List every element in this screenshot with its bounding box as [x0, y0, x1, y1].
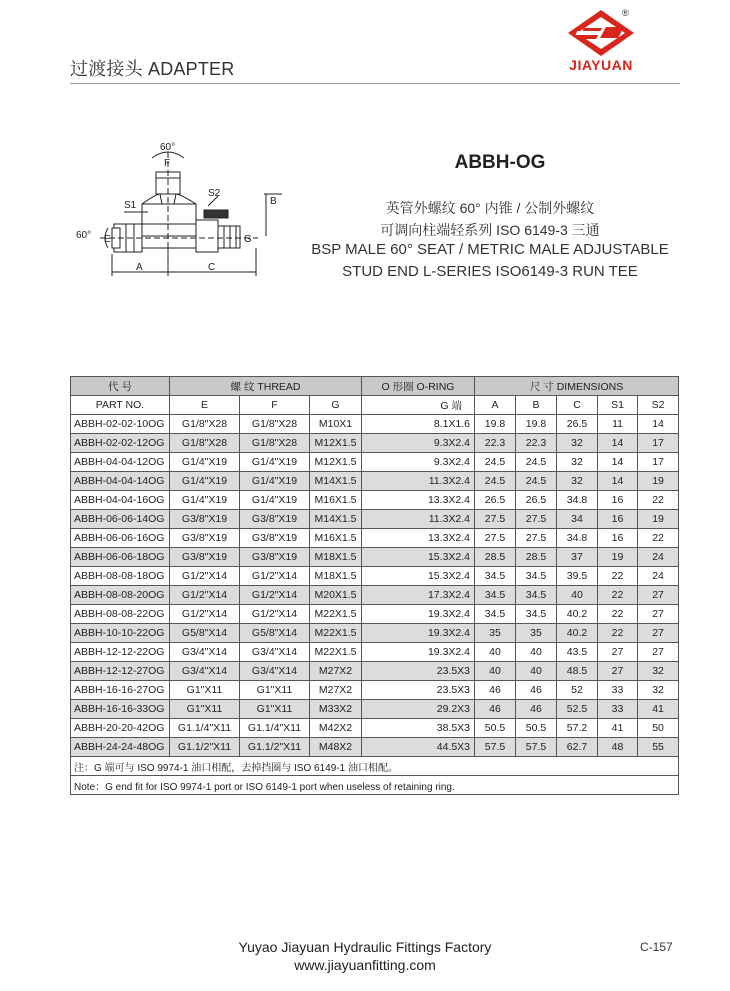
footer-website[interactable]: www.jiayuanfitting.com [294, 957, 436, 973]
cell-s2: 27 [638, 586, 679, 605]
cell-s1: 11 [598, 415, 638, 434]
cell-part-no: ABBH-04-04-16OG [71, 491, 170, 510]
cell-part-no: ABBH-08-08-20OG [71, 586, 170, 605]
label-b: B [270, 196, 277, 207]
cell-f: G1/8"X28 [240, 434, 310, 453]
cell-s1: 48 [598, 738, 638, 757]
cell-a: 46 [475, 700, 516, 719]
cell-f: G3/8"X19 [240, 548, 310, 567]
cell-b: 46 [516, 681, 557, 700]
cell-c: 39.5 [557, 567, 598, 586]
cell-g-end: 19.3X2.4 [362, 605, 475, 624]
cell-f: G1/4"X19 [240, 491, 310, 510]
cell-e: G1/2"X14 [170, 586, 240, 605]
cell-f: G1/4"X19 [240, 453, 310, 472]
cell-c: 34.8 [557, 491, 598, 510]
specification-table [70, 376, 679, 795]
cell-b: 34.5 [516, 586, 557, 605]
cell-f: G1"X11 [240, 700, 310, 719]
table-row [71, 605, 679, 624]
cell-f: G3/4"X14 [240, 643, 310, 662]
cell-g-end: 9.3X2.4 [362, 453, 475, 472]
cell-f: G1"X11 [240, 681, 310, 700]
description-en-line-1: BSP MALE 60° SEAT / METRIC MALE ADJUSTABLE [311, 241, 669, 258]
table-row [71, 453, 679, 472]
cell-g: M14X1.5 [310, 510, 362, 529]
description-cn-line-1: 英管外螺纹 60° 内锥 / 公制外螺纹 [385, 200, 595, 216]
cell-b: 40 [516, 643, 557, 662]
cell-s1: 41 [598, 719, 638, 738]
cell-g-end: 23.5X3 [362, 681, 475, 700]
cell-e: G1/4"X19 [170, 491, 240, 510]
cell-f: G1/2"X14 [240, 567, 310, 586]
cell-g: M20X1.5 [310, 586, 362, 605]
cell-e: G1/4"X19 [170, 453, 240, 472]
cell-c: 32 [557, 434, 598, 453]
table-row [71, 719, 679, 738]
cell-f: G3/4"X14 [240, 662, 310, 681]
table-row [71, 662, 679, 681]
brand-logo [556, 6, 646, 76]
cell-f: G1.1/4"X11 [240, 719, 310, 738]
cell-s2: 32 [638, 662, 679, 681]
label-s1: S1 [124, 200, 137, 211]
cell-a: 50.5 [475, 719, 516, 738]
table-group-header-row [71, 377, 679, 396]
cell-part-no: ABBH-12-12-27OG [71, 662, 170, 681]
cell-s2: 17 [638, 434, 679, 453]
cell-a: 27.5 [475, 510, 516, 529]
cell-part-no: ABBH-12-12-22OG [71, 643, 170, 662]
cell-c: 40.2 [557, 624, 598, 643]
cell-g-end: 11.3X2.4 [362, 510, 475, 529]
cell-part-no: ABBH-16-16-27OG [71, 681, 170, 700]
cell-s2: 55 [638, 738, 679, 757]
cell-s2: 27 [638, 643, 679, 662]
cell-g: M14X1.5 [310, 472, 362, 491]
label-g: G [244, 234, 252, 245]
cell-c: 40 [557, 586, 598, 605]
cell-f: G1/2"X14 [240, 586, 310, 605]
cell-c: 48.5 [557, 662, 598, 681]
angle-label-left: 60° [76, 230, 92, 241]
cell-s2: 27 [638, 624, 679, 643]
cell-b: 26.5 [516, 491, 557, 510]
page-number: C-157 [640, 940, 673, 954]
cell-c: 26.5 [557, 415, 598, 434]
cell-e: G1/8"X28 [170, 434, 240, 453]
cell-a: 57.5 [475, 738, 516, 757]
table-row [71, 472, 679, 491]
cell-c: 32 [557, 472, 598, 491]
label-e: E [104, 234, 111, 245]
cell-a: 22.3 [475, 434, 516, 453]
cell-c: 40.2 [557, 605, 598, 624]
cell-g-end: 11.3X2.4 [362, 472, 475, 491]
note-cn: 注：G 端可与 ISO 9974-1 油口相配，去掉挡圈与 ISO 6149-1 油口相配。 [71, 757, 679, 776]
cell-c: 62.7 [557, 738, 598, 757]
col-g-end: G 端 [362, 396, 475, 415]
cell-a: 46 [475, 681, 516, 700]
cell-b: 24.5 [516, 453, 557, 472]
cell-g: M42X2 [310, 719, 362, 738]
cell-g-end: 17.3X2.4 [362, 586, 475, 605]
cell-b: 28.5 [516, 548, 557, 567]
cell-b: 27.5 [516, 510, 557, 529]
cell-c: 52.5 [557, 700, 598, 719]
col-part-no: PART NO. [71, 396, 170, 415]
cell-e: G1"X11 [170, 681, 240, 700]
cell-e: G1/4"X19 [170, 472, 240, 491]
cell-part-no: ABBH-08-08-22OG [71, 605, 170, 624]
cell-s2: 22 [638, 491, 679, 510]
cell-s1: 22 [598, 624, 638, 643]
cell-part-no: ABBH-02-02-10OG [71, 415, 170, 434]
cell-g: M16X1.5 [310, 491, 362, 510]
table-column-header-row [71, 396, 679, 415]
table-row [71, 510, 679, 529]
cell-s1: 22 [598, 586, 638, 605]
cell-g: M27X2 [310, 681, 362, 700]
cell-e: G3/4"X14 [170, 662, 240, 681]
cell-b: 19.8 [516, 415, 557, 434]
header-oring: O 形圈 O-RING [362, 377, 475, 396]
cell-s1: 22 [598, 605, 638, 624]
cell-s1: 14 [598, 453, 638, 472]
table-row [71, 586, 679, 605]
cell-g-end: 13.3X2.4 [362, 529, 475, 548]
cell-s1: 16 [598, 529, 638, 548]
cell-e: G3/8"X19 [170, 548, 240, 567]
table-row [71, 624, 679, 643]
cell-g: M33X2 [310, 700, 362, 719]
cell-part-no: ABBH-06-06-18OG [71, 548, 170, 567]
cell-a: 28.5 [475, 548, 516, 567]
cell-s2: 14 [638, 415, 679, 434]
cell-c: 34 [557, 510, 598, 529]
cell-b: 57.5 [516, 738, 557, 757]
cell-part-no: ABBH-24-24-48OG [71, 738, 170, 757]
cell-s1: 33 [598, 700, 638, 719]
cell-g-end: 23.5X3 [362, 662, 475, 681]
cell-s1: 14 [598, 434, 638, 453]
cell-g-end: 19.3X2.4 [362, 624, 475, 643]
cell-c: 32 [557, 453, 598, 472]
cell-g-end: 15.3X2.4 [362, 567, 475, 586]
cell-f: G1.1/2"X11 [240, 738, 310, 757]
cell-a: 35 [475, 624, 516, 643]
cell-a: 34.5 [475, 567, 516, 586]
cell-a: 26.5 [475, 491, 516, 510]
cell-part-no: ABBH-08-08-18OG [71, 567, 170, 586]
cell-b: 40 [516, 662, 557, 681]
cell-s2: 19 [638, 510, 679, 529]
cell-g: M10X1 [310, 415, 362, 434]
cell-a: 24.5 [475, 472, 516, 491]
col-s1: S1 [598, 396, 638, 415]
cell-f: G1/4"X19 [240, 472, 310, 491]
cell-part-no: ABBH-06-06-16OG [71, 529, 170, 548]
header-code: 代 号 [71, 377, 170, 396]
col-a: A [475, 396, 516, 415]
cell-e: G1/8"X28 [170, 415, 240, 434]
table-row [71, 567, 679, 586]
cell-g-end: 19.3X2.4 [362, 643, 475, 662]
cell-e: G1"X11 [170, 700, 240, 719]
cell-f: G3/8"X19 [240, 510, 310, 529]
cell-c: 37 [557, 548, 598, 567]
product-code: ABBH-OG [454, 152, 546, 173]
cell-f: G5/8"X14 [240, 624, 310, 643]
table-row [71, 434, 679, 453]
page-title: 过渡接头 ADAPTER [70, 59, 235, 79]
cell-g: M18X1.5 [310, 567, 362, 586]
cell-s1: 16 [598, 510, 638, 529]
cell-g: M27X2 [310, 662, 362, 681]
cell-b: 34.5 [516, 567, 557, 586]
table-row [71, 700, 679, 719]
cell-g: M12X1.5 [310, 453, 362, 472]
registered-mark: ® [622, 8, 629, 18]
header-thread: 螺 纹 THREAD [170, 377, 362, 396]
cell-s2: 24 [638, 548, 679, 567]
cell-part-no: ABBH-20-20-42OG [71, 719, 170, 738]
cell-e: G1/2"X14 [170, 567, 240, 586]
cell-e: G1/2"X14 [170, 605, 240, 624]
cell-s2: 24 [638, 567, 679, 586]
cell-s1: 22 [598, 567, 638, 586]
col-g: G [310, 396, 362, 415]
cell-s1: 33 [598, 681, 638, 700]
fitting-technical-drawing [68, 138, 290, 283]
cell-part-no: ABBH-02-02-12OG [71, 434, 170, 453]
cell-s1: 27 [598, 643, 638, 662]
cell-s1: 14 [598, 472, 638, 491]
col-b: B [516, 396, 557, 415]
cell-e: G3/8"X19 [170, 529, 240, 548]
cell-g-end: 8.1X1.6 [362, 415, 475, 434]
table-row [71, 643, 679, 662]
cell-f: G3/8"X19 [240, 529, 310, 548]
cell-g-end: 38.5X3 [362, 719, 475, 738]
cell-b: 46 [516, 700, 557, 719]
table-row [71, 529, 679, 548]
cell-g: M16X1.5 [310, 529, 362, 548]
cell-g: M18X1.5 [310, 548, 362, 567]
cell-g: M22X1.5 [310, 643, 362, 662]
cell-g: M12X1.5 [310, 434, 362, 453]
cell-e: G3/8"X19 [170, 510, 240, 529]
cell-g-end: 15.3X2.4 [362, 548, 475, 567]
cell-a: 27.5 [475, 529, 516, 548]
label-s2: S2 [208, 188, 221, 199]
label-a: A [136, 262, 143, 273]
cell-part-no: ABBH-06-06-14OG [71, 510, 170, 529]
cell-b: 24.5 [516, 472, 557, 491]
label-c: C [208, 262, 216, 273]
table-row [71, 548, 679, 567]
table-row [71, 681, 679, 700]
description-en-line-2: STUD END L-SERIES ISO6149-3 RUN TEE [342, 263, 638, 280]
cell-s2: 41 [638, 700, 679, 719]
cell-f: G1/2"X14 [240, 605, 310, 624]
cell-b: 27.5 [516, 529, 557, 548]
cell-c: 43.5 [557, 643, 598, 662]
table-body [71, 415, 679, 757]
cell-b: 34.5 [516, 605, 557, 624]
note-en: Note：G end fit for ISO 9974-1 port or ISO 6149-1 port when useless of retaining ring. [71, 776, 679, 795]
cell-s2: 19 [638, 472, 679, 491]
cell-s2: 32 [638, 681, 679, 700]
cell-f: G1/8"X28 [240, 415, 310, 434]
col-e: E [170, 396, 240, 415]
cell-e: G1.1/4"X11 [170, 719, 240, 738]
cell-s2: 50 [638, 719, 679, 738]
description-cn-line-2: 可调向柱端轻系列 ISO 6149-3 三通 [380, 222, 600, 238]
cell-s1: 16 [598, 491, 638, 510]
cell-g-end: 29.2X3 [362, 700, 475, 719]
cell-part-no: ABBH-16-16-33OG [71, 700, 170, 719]
cell-g-end: 44.5X3 [362, 738, 475, 757]
table-row [71, 415, 679, 434]
cell-e: G5/8"X14 [170, 624, 240, 643]
cell-a: 24.5 [475, 453, 516, 472]
col-c: C [557, 396, 598, 415]
brand-name: JIAYUAN [569, 57, 633, 73]
cell-s1: 27 [598, 662, 638, 681]
col-s2: S2 [638, 396, 679, 415]
cell-a: 34.5 [475, 586, 516, 605]
cell-a: 34.5 [475, 605, 516, 624]
cell-s1: 19 [598, 548, 638, 567]
cell-s2: 27 [638, 605, 679, 624]
cell-c: 57.2 [557, 719, 598, 738]
table-row [71, 738, 679, 757]
cell-part-no: ABBH-10-10-22OG [71, 624, 170, 643]
jiayuan-logo-icon [556, 6, 646, 58]
cell-g: M22X1.5 [310, 624, 362, 643]
cell-part-no: ABBH-04-04-12OG [71, 453, 170, 472]
cell-c: 34.8 [557, 529, 598, 548]
cell-s2: 17 [638, 453, 679, 472]
cell-b: 50.5 [516, 719, 557, 738]
cell-g-end: 9.3X2.4 [362, 434, 475, 453]
col-f: F [240, 396, 310, 415]
cell-part-no: ABBH-04-04-14OG [71, 472, 170, 491]
cell-s2: 22 [638, 529, 679, 548]
header-dimensions: 尺 寸 DIMENSIONS [475, 377, 679, 396]
cell-a: 40 [475, 643, 516, 662]
cell-g: M22X1.5 [310, 605, 362, 624]
cell-g-end: 13.3X2.4 [362, 491, 475, 510]
cell-b: 22.3 [516, 434, 557, 453]
cell-a: 40 [475, 662, 516, 681]
header-divider [70, 83, 680, 84]
cell-e: G3/4"X14 [170, 643, 240, 662]
footer-factory-name: Yuyao Jiayuan Hydraulic Fittings Factory [238, 939, 492, 955]
label-f: F [164, 158, 171, 169]
cell-e: G1.1/2"X11 [170, 738, 240, 757]
cell-b: 35 [516, 624, 557, 643]
angle-label-top: 60° [160, 142, 176, 153]
cell-c: 52 [557, 681, 598, 700]
cell-g: M48X2 [310, 738, 362, 757]
cell-a: 19.8 [475, 415, 516, 434]
table-row [71, 491, 679, 510]
